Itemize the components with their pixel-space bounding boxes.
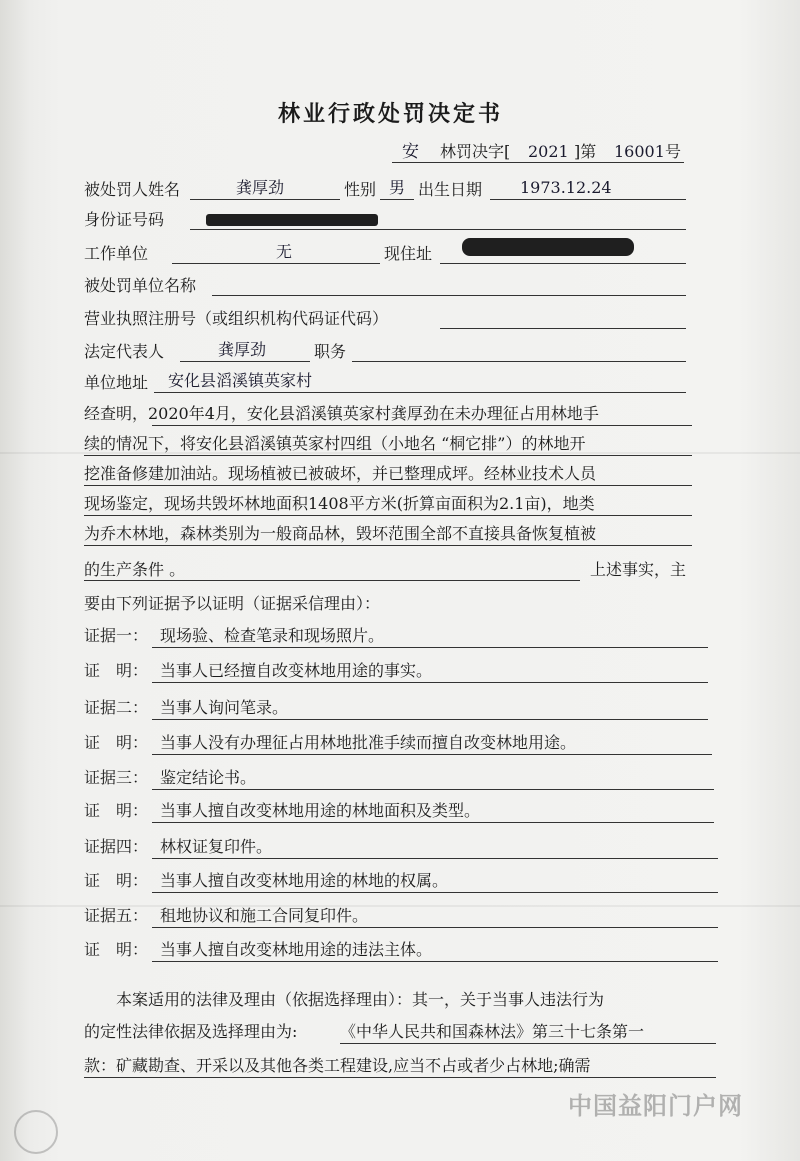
evidence-intro: 要由下列证据予以证明（证据采信理由）： [84, 594, 381, 613]
doc-no-year: 2021 [528, 142, 569, 161]
proof-text-3: 当事人擅自改变林地用途的林地面积及类型。 [160, 801, 481, 820]
position-label: 职务 [314, 342, 347, 361]
name-value: 龚厚劲 [236, 178, 285, 197]
proof-label-1: 证 明： [84, 661, 149, 680]
evidence-text-4: 林权证复印件。 [160, 837, 273, 856]
work-value: 无 [276, 242, 293, 261]
legal-rep-value: 龚厚劲 [218, 340, 267, 359]
law-line-1: 本案适用的法律及理由（依据选择理由）：其一，关于当事人违法行为 [116, 990, 605, 1009]
proof-label-5: 证 明： [84, 940, 149, 959]
facts-line-5: 为乔木林地，森林类别为一般商品林，毁坏范围全部不直接具备恢复植被 [84, 524, 597, 543]
facts-tail: 上述事实，主 [590, 560, 687, 579]
license-label: 营业执照注册号（或组织机构代码证代码） [84, 309, 389, 328]
doc-no-number: 16001 [614, 142, 665, 161]
proof-text-1: 当事人已经擅自改变林地用途的事实。 [160, 661, 433, 680]
watermark-text: 中国益阳门户网 [568, 1092, 743, 1120]
watermark-logo-icon [14, 1110, 58, 1154]
doc-no-close: ]第 [574, 142, 597, 161]
evidence-text-1: 现场验、检查笔录和现场照片。 [160, 626, 385, 645]
evidence-label-1: 证据一： [84, 626, 149, 645]
facts-line-1: 经查明，2020年4月，安化县滔溪镇英家村龚厚劲在未办理征占用林地手 [84, 404, 599, 423]
dob-value: 1973.12.24 [520, 178, 612, 197]
proof-text-5: 当事人擅自改变林地用途的违法主体。 [160, 940, 433, 959]
facts-line-4: 现场鉴定，现场共毁坏林地面积1408平方米(折算亩面积为2.1亩)，地类 [84, 494, 595, 513]
address-label: 现住址 [384, 244, 433, 263]
evidence-label-3: 证据三： [84, 768, 149, 787]
law-line-2a: 的定性法律依据及选择理由为: [84, 1022, 298, 1041]
address-redaction [462, 238, 634, 256]
evidence-label-5: 证据五： [84, 906, 149, 925]
work-label: 工作单位 [84, 244, 149, 263]
unit-address-value: 安化县滔溪镇英家村 [168, 371, 313, 390]
proof-label-2: 证 明： [84, 733, 149, 752]
law-line-3: 款：矿藏勘查、开采以及其他各类工程建设,应当不占或者少占林地;确需 [84, 1056, 591, 1075]
unit-name-label: 被处罚单位名称 [84, 276, 197, 295]
doc-no-suffix: 号 [665, 142, 682, 161]
doc-no-prefix: 安 [402, 142, 419, 162]
document-title: 林业行政处罚决定书 [278, 101, 504, 127]
unit-address-label: 单位地址 [84, 373, 149, 392]
proof-label-3: 证 明： [84, 801, 149, 820]
facts-line-3: 挖准备修建加油站。现场植被已被破坏，并已整理成坪。经林业技术人员 [84, 464, 597, 483]
proof-text-2: 当事人没有办理征占用林地批准手续而擅自改变林地用途。 [160, 733, 577, 752]
dob-label: 出生日期 [418, 180, 483, 199]
sex-label: 性别 [344, 180, 377, 199]
law-line-2b: 《中华人民共和国森林法》第三十七条第一 [340, 1022, 645, 1041]
legal-rep-label: 法定代表人 [84, 342, 165, 361]
evidence-text-2: 当事人询问笔录。 [160, 698, 289, 717]
evidence-text-5: 租地协议和施工合同复印件。 [160, 906, 369, 925]
name-label: 被处罚人姓名 [84, 180, 181, 199]
doc-no-middle: 林罚决字[ [440, 142, 511, 161]
proof-label-4: 证 明： [84, 871, 149, 890]
id-label: 身份证号码 [84, 210, 165, 229]
proof-text-4: 当事人擅自改变林地用途的林地的权属。 [160, 871, 449, 890]
evidence-label-4: 证据四： [84, 837, 149, 856]
evidence-text-3: 鉴定结论书。 [160, 768, 257, 787]
id-redaction [206, 214, 378, 226]
facts-line-6: 的生产条件 。 [84, 560, 186, 579]
facts-line-2: 续的情况下，将安化县滔溪镇英家村四组（小地名 “桐它排”）的林地开 [84, 434, 586, 453]
sex-value: 男 [389, 178, 406, 197]
evidence-label-2: 证据二： [84, 698, 149, 717]
